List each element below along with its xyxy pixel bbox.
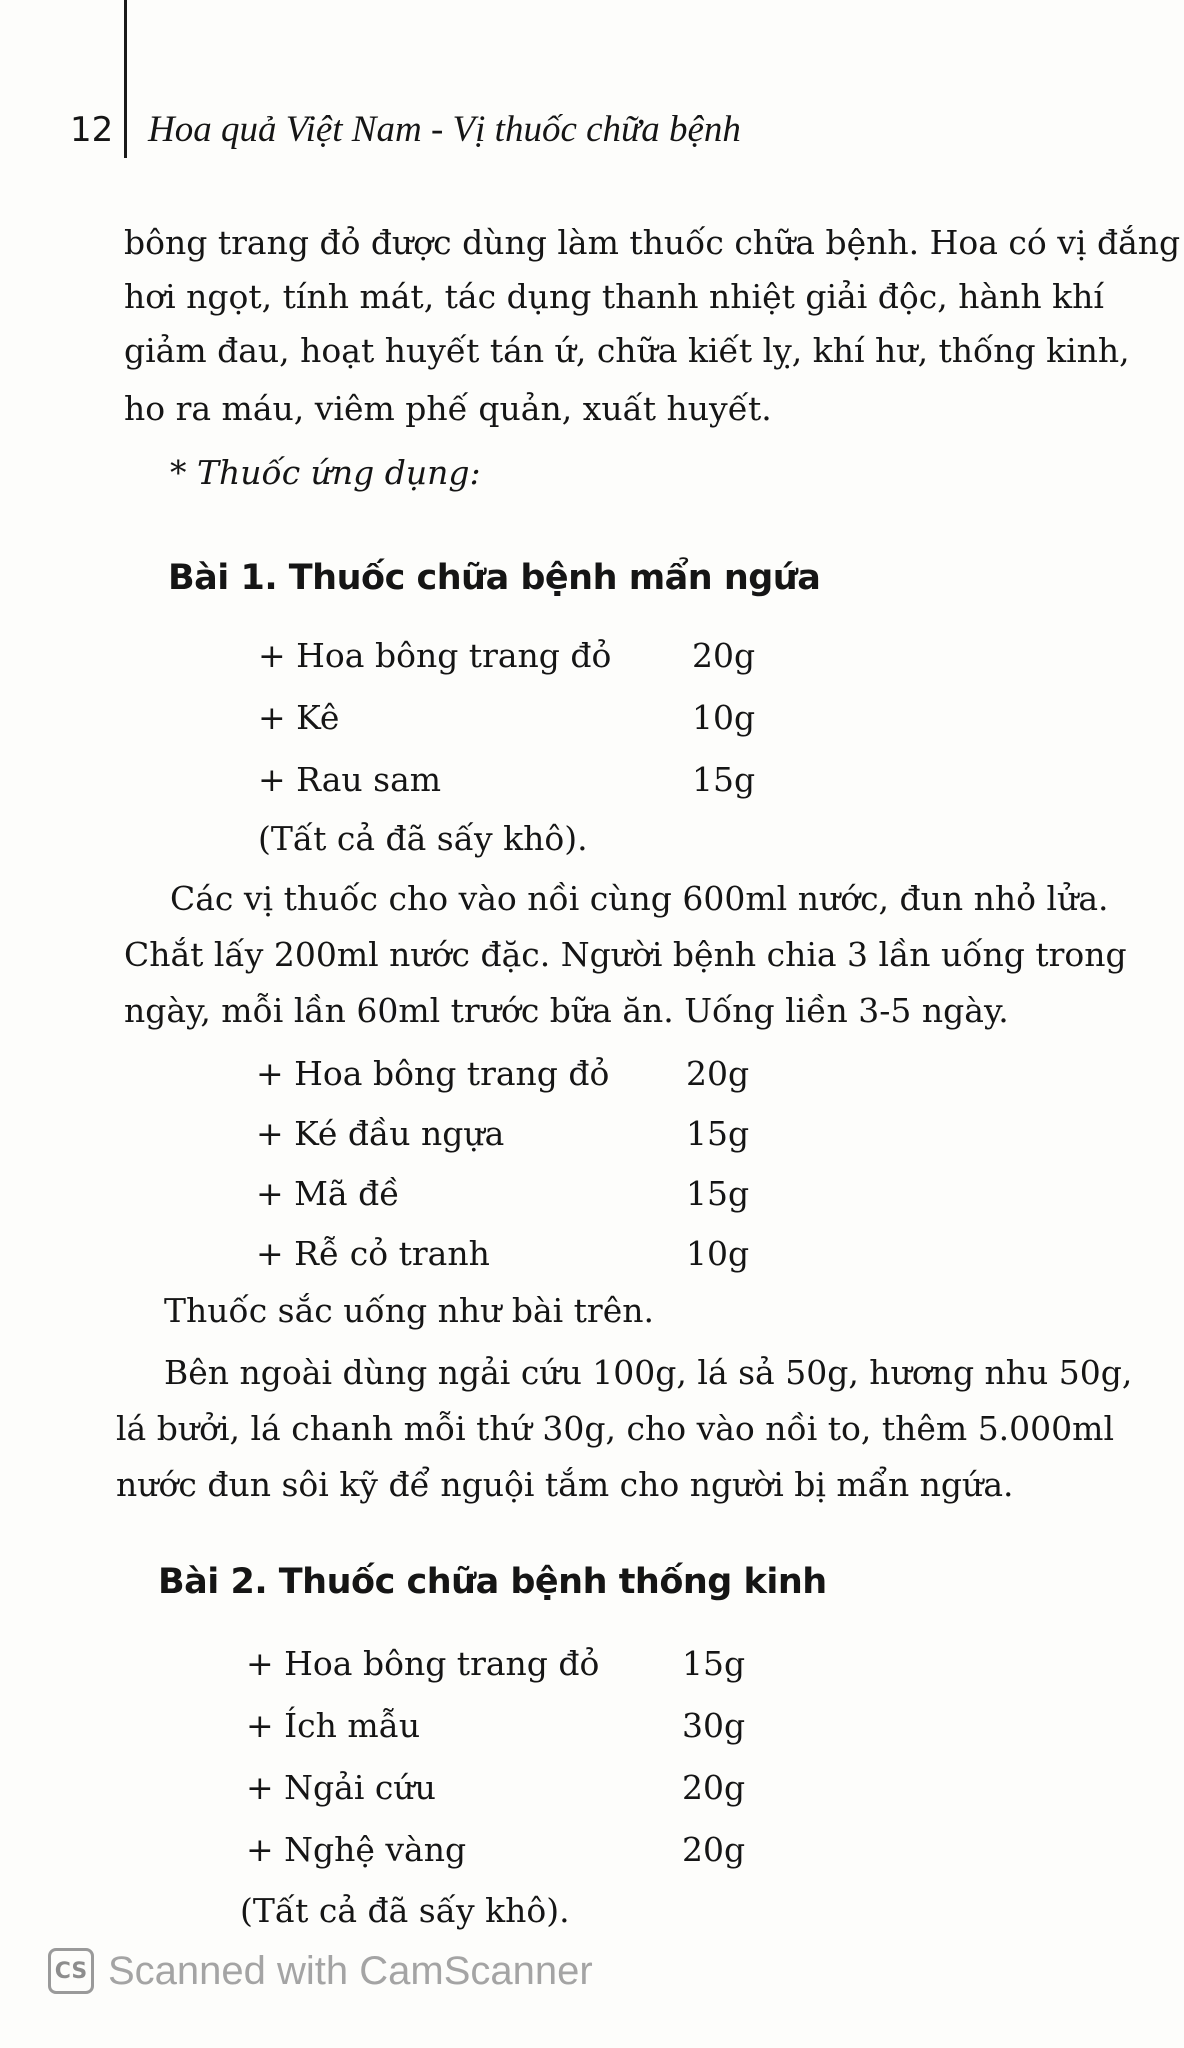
ingredient-qty: 20g [682,1830,746,1869]
ingredient-qty: 30g [682,1706,746,1745]
ingredient-name: + Kê [258,698,340,737]
watermark-text: Scanned with CamScanner [108,1948,593,1993]
ingredient-qty: 15g [692,760,756,799]
ingredient-qty: 20g [686,1054,750,1093]
decoction-note: Thuốc sắc uống như bài trên. [164,1291,654,1330]
camscanner-icon: CS [48,1948,94,1994]
recipe-2-title: Bài 2. Thuốc chữa bệnh thống kinh [158,1562,827,1602]
intro-line: hơi ngọt, tính mát, tác dụng thanh nhiệt giải độc, hành khí [124,277,1104,316]
ingredient-name: + Hoa bông trang đỏ [258,636,612,675]
note-dried: (Tất cả đã sấy khô). [258,819,588,858]
ingredient-qty: 10g [692,698,756,737]
ingredient-name: + Hoa bông trang đỏ [246,1644,600,1683]
instruction-line: Các vị thuốc cho vào nồi cùng 600ml nước, đun nhỏ lửa. [170,879,1109,918]
ingredient-qty: 15g [686,1114,750,1153]
ingredient-qty: 15g [686,1174,750,1213]
external-use-line: nước đun sôi kỹ để nguội tắm cho người bị mẩn ngứa. [116,1465,1014,1504]
instruction-line: ngày, mỗi lần 60ml trước bữa ăn. Uống liền 3-5 ngày. [124,991,1009,1030]
intro-line: bông trang đỏ được dùng làm thuốc chữa bệnh. Hoa có vị đắng [124,223,1181,262]
external-use-line: Bên ngoài dùng ngải cứu 100g, lá sả 50g, hương nhu 50g, [164,1353,1133,1392]
ingredient-name: + Rau sam [258,760,442,799]
ingredient-name: + Ngải cứu [246,1768,436,1807]
ingredient-name: + Mã đề [256,1174,400,1213]
ingredient-name: + Hoa bông trang đỏ [256,1054,610,1093]
intro-line: ho ra máu, viêm phế quản, xuất huyết. [124,389,772,428]
ingredient-qty: 20g [682,1768,746,1807]
ingredient-name: + Rễ cỏ tranh [256,1234,490,1273]
note-dried: (Tất cả đã sấy khô). [240,1891,570,1930]
ingredient-name: + Ích mẫu [246,1706,421,1745]
camscanner-watermark [48,1948,593,1994]
ingredient-qty: 20g [692,636,756,675]
running-title: Hoa quả Việt Nam - Vị thuốc chữa bệnh [148,109,741,150]
recipe-1-title: Bài 1. Thuốc chữa bệnh mẩn ngứa [168,558,821,598]
applied-label: * Thuốc ứng dụng: [170,453,481,492]
page-number: 12 [70,110,114,150]
ingredient-name: + Nghệ vàng [246,1830,467,1869]
instruction-line: Chắt lấy 200ml nước đặc. Người bệnh chia 3 lần uống trong [124,935,1127,974]
intro-line: giảm đau, hoạt huyết tán ứ, chữa kiết lỵ, khí hư, thống kinh, [124,331,1130,370]
ingredient-name: + Ké đầu ngựa [256,1114,505,1153]
ingredient-qty: 15g [682,1644,746,1683]
header-divider-line [124,0,127,158]
external-use-line: lá bưởi, lá chanh mỗi thứ 30g, cho vào nồi to, thêm 5.000ml [116,1409,1115,1448]
ingredient-qty: 10g [686,1234,750,1273]
